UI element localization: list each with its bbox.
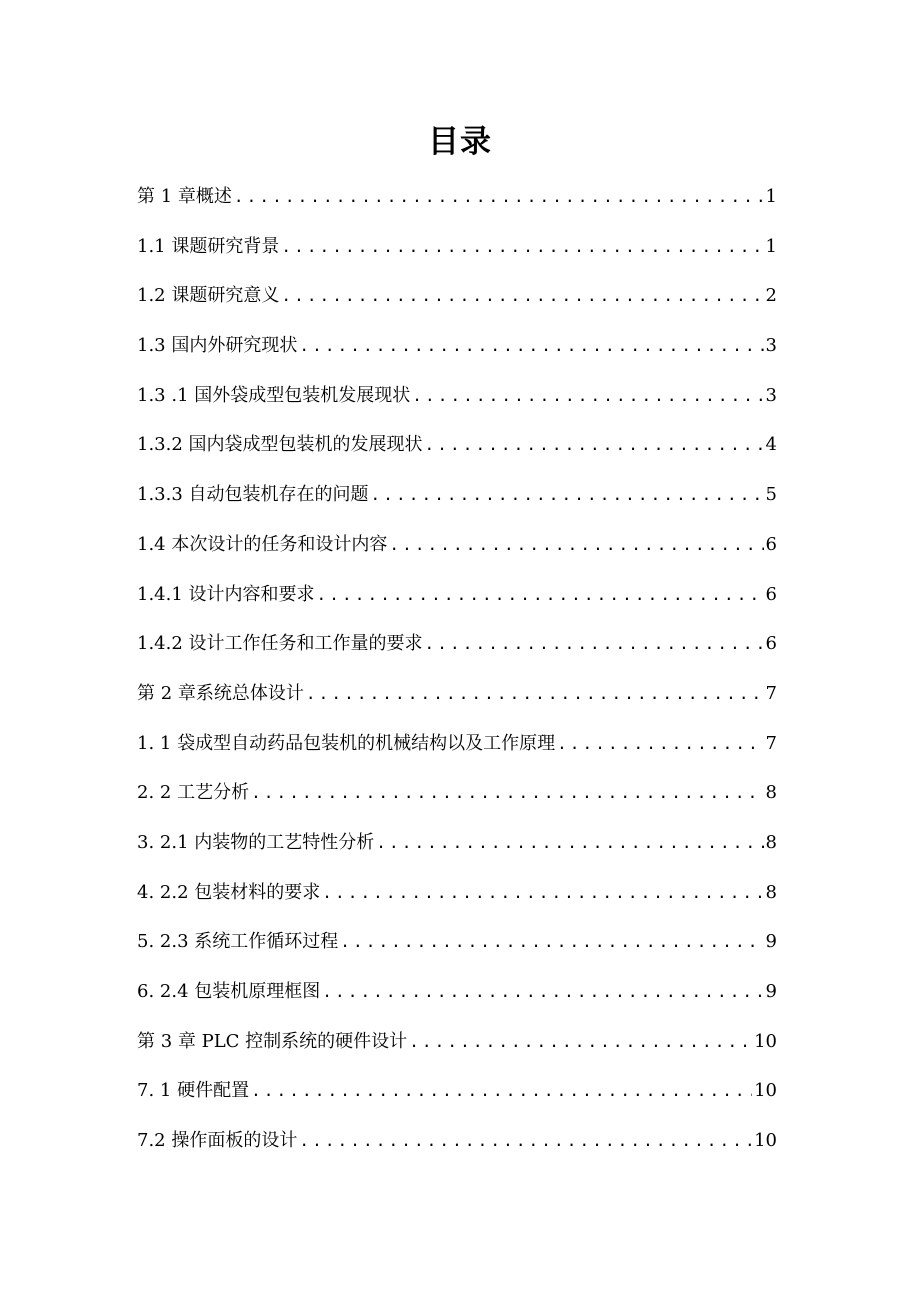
- toc-entry-label: 1.3 国内外研究现状: [137, 335, 298, 357]
- dot-leader: [317, 578, 764, 612]
- toc-entry-page: 8: [765, 831, 777, 853]
- toc-entry-label: 1.3 .1 国外袋成型包装机发展现状: [137, 384, 411, 406]
- toc-entry: [137, 677, 777, 727]
- dot-leader: [376, 826, 763, 860]
- dot-leader: [389, 528, 763, 562]
- toc-entry: [137, 329, 777, 379]
- toc-entry: [137, 1025, 777, 1075]
- dot-leader: [299, 1124, 752, 1158]
- toc-entry: [137, 627, 777, 677]
- toc-entry-page: 8: [765, 782, 777, 804]
- toc-entry-label: 1. 1 袋成型自动药品包装机的机械结构以及工作原理: [137, 732, 556, 754]
- toc-entry-label: 4. 2.2 包装材料的要求: [137, 881, 321, 903]
- toc-entry: [137, 776, 777, 826]
- toc-entry: [137, 1074, 777, 1124]
- toc-entry: [137, 975, 777, 1025]
- dot-leader: [340, 925, 763, 959]
- toc-entry-page: 6: [765, 633, 777, 655]
- dot-leader: [281, 279, 763, 313]
- dot-leader: [409, 1025, 752, 1059]
- toc-entry-label: 1.3.2 国内袋成型包装机的发展现状: [137, 434, 423, 456]
- toc-entry: [137, 578, 777, 628]
- toc-entry-label: 第 3 章 PLC 控制系统的硬件设计: [137, 1030, 408, 1052]
- toc-entry: [137, 279, 777, 329]
- toc-entry-page: 1: [765, 186, 777, 207]
- dot-leader: [251, 776, 763, 810]
- toc-entry-page: 10: [754, 1130, 777, 1152]
- toc-entry: [137, 727, 777, 777]
- toc-entry-page: 6: [765, 583, 777, 605]
- dot-leader: [322, 975, 763, 1009]
- toc-entry-label: 3. 2.1 内装物的工艺特性分析: [137, 831, 375, 853]
- toc-entry-page: 9: [765, 981, 777, 1002]
- toc-entry-page: 1: [765, 235, 777, 257]
- dot-leader: [234, 180, 764, 214]
- toc-entry: [137, 925, 777, 975]
- toc-entry-page: 10: [754, 1030, 777, 1052]
- toc-entry-label: 7.2 操作面板的设计: [137, 1130, 298, 1152]
- toc-entry: [137, 379, 777, 429]
- toc-entry: [137, 180, 777, 230]
- toc-entry-page: 3: [765, 384, 777, 406]
- toc-entry-page: 7: [765, 682, 777, 704]
- toc-entry-label: 1.2 课题研究意义: [137, 285, 280, 307]
- toc-entry-label: 6. 2.4 包装机原理框图: [137, 981, 321, 1002]
- toc-entry-page: 3: [765, 335, 777, 357]
- toc-entry-label: 1.4.2 设计工作任务和工作量的要求: [137, 633, 423, 655]
- toc-entry-label: 5. 2.3 系统工作循环过程: [137, 931, 339, 953]
- dot-leader: [322, 876, 763, 910]
- toc-entry-label: 2. 2 工艺分析: [137, 782, 250, 804]
- toc-entry: [137, 428, 777, 478]
- dot-leader: [281, 230, 763, 264]
- dot-leader: [557, 727, 763, 761]
- dot-leader: [425, 428, 764, 462]
- toc-entry-page: 8: [765, 881, 777, 903]
- toc-entry-label: 1.4 本次设计的任务和设计内容: [137, 533, 388, 555]
- dot-leader: [425, 627, 764, 661]
- toc-entry-label: 1.4.1 设计内容和要求: [137, 583, 315, 605]
- dot-leader: [251, 1074, 752, 1108]
- toc-entry: [137, 528, 777, 578]
- toc-entry: [137, 826, 777, 876]
- dot-leader: [299, 329, 763, 363]
- toc-entry-page: 5: [765, 484, 777, 506]
- toc-entry-label: 1.1 课题研究背景: [137, 235, 280, 257]
- toc-entry-label: 7. 1 硬件配置: [137, 1080, 250, 1102]
- toc-entry-label: 1.3.3 自动包装机存在的问题: [137, 484, 369, 506]
- toc-entry: [137, 1124, 777, 1174]
- dot-leader: [371, 478, 764, 512]
- dot-leader: [412, 379, 763, 413]
- toc-entry: [137, 478, 777, 528]
- toc-entry-page: 9: [765, 931, 777, 953]
- toc-entry: [137, 876, 777, 926]
- dot-leader: [306, 677, 764, 711]
- toc-entry: [137, 230, 777, 280]
- toc-entry-page: 2: [765, 285, 777, 307]
- toc-entry-page: 6: [765, 533, 777, 555]
- toc-title: 目录: [428, 124, 492, 160]
- toc-entry-page: 4: [765, 434, 777, 456]
- toc-entry-label: 第 2 章系统总体设计: [137, 682, 304, 704]
- toc-entry-page: 10: [754, 1080, 777, 1102]
- toc-entry-page: 7: [765, 732, 777, 754]
- toc-entry-label: 第 1 章概述: [137, 186, 232, 207]
- toc-list: [137, 180, 777, 1174]
